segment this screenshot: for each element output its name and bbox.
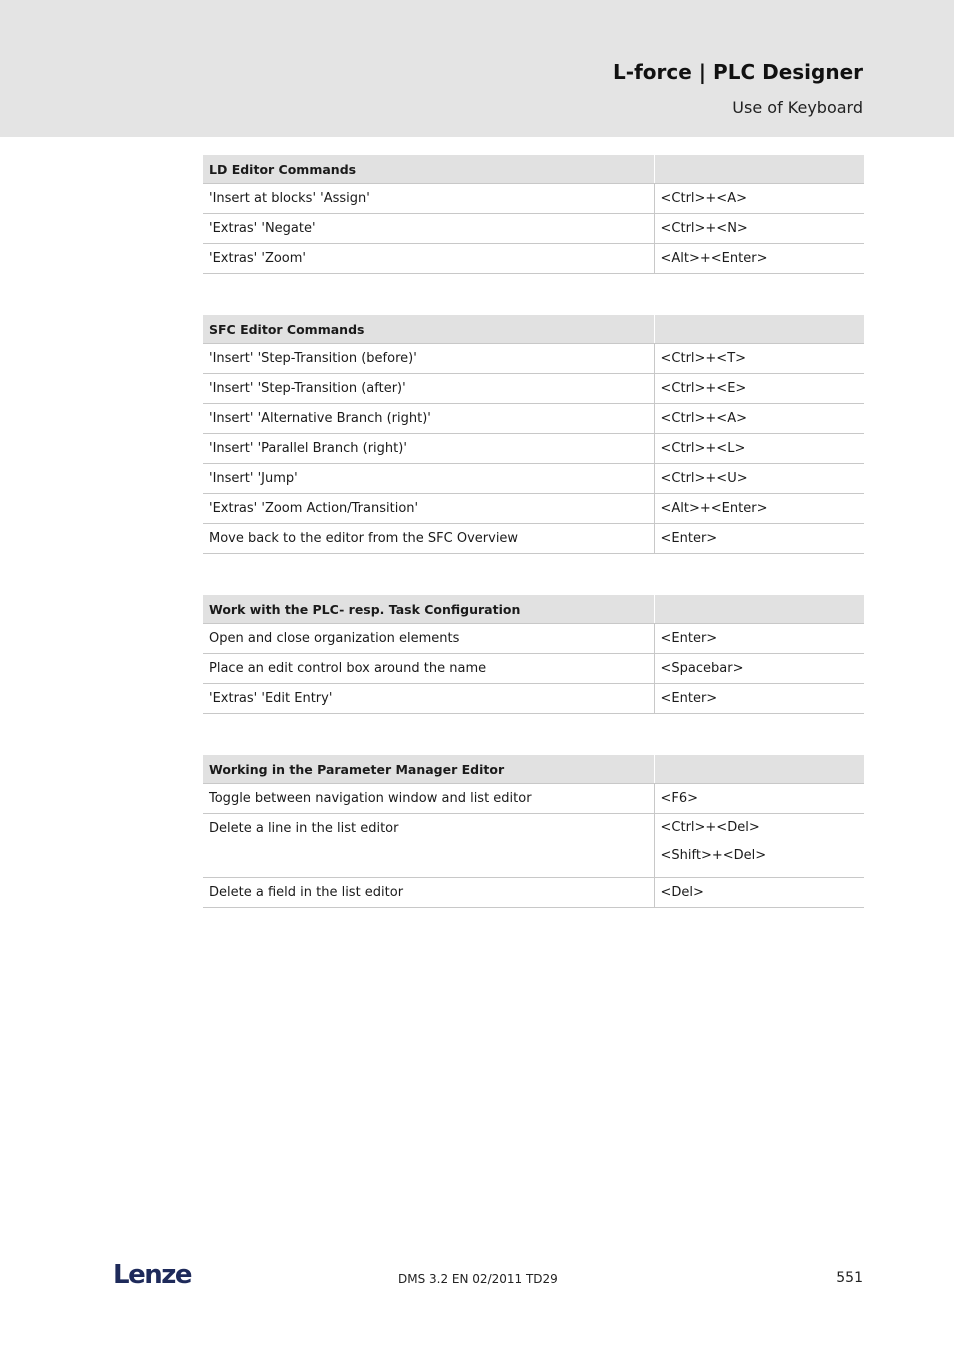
table-row — [203, 524, 864, 554]
shortcut-cell — [654, 814, 864, 878]
table-heading: Working in the Parameter Manager Editor — [203, 755, 654, 784]
command-cell: 'Extras' 'Zoom Action/Transition' — [203, 494, 654, 524]
page-header — [0, 0, 954, 137]
shortcut-cell: <Spacebar> — [654, 654, 864, 684]
table-row — [203, 374, 864, 404]
command-cell: 'Insert' 'Step-Transition (after)' — [203, 374, 654, 404]
table-heading-empty — [654, 755, 864, 784]
command-cell: 'Insert at blocks' 'Assign' — [203, 184, 654, 214]
table-header-row — [203, 315, 864, 344]
table-row — [203, 494, 864, 524]
shortcut-cell: <Ctrl>+<E> — [654, 374, 864, 404]
shortcut-cell: <Ctrl>+<T> — [654, 344, 864, 374]
table-row — [203, 404, 864, 434]
command-cell: 'Extras' 'Edit Entry' — [203, 684, 654, 714]
document-title: L-force | PLC Designer — [613, 60, 863, 84]
command-cell: Delete a line in the list editor — [203, 814, 654, 878]
shortcut-table — [203, 155, 864, 274]
table-heading-empty — [654, 315, 864, 344]
table-header-row — [203, 595, 864, 624]
shortcut-cell: <F6> — [654, 784, 864, 814]
shortcut-cell: <Ctrl>+<U> — [654, 464, 864, 494]
table-row — [203, 464, 864, 494]
table-row — [203, 654, 864, 684]
shortcut-cell: <Ctrl>+<L> — [654, 434, 864, 464]
table-row — [203, 244, 864, 274]
command-cell: 'Extras' 'Zoom' — [203, 244, 654, 274]
page-number: 551 — [836, 1270, 863, 1286]
table-row — [203, 344, 864, 374]
table-heading-empty — [654, 595, 864, 624]
command-cell: 'Insert' 'Jump' — [203, 464, 654, 494]
table-row — [203, 434, 864, 464]
shortcut-cell: <Alt>+<Enter> — [654, 244, 864, 274]
shortcut-cell: <Ctrl>+<A> — [654, 404, 864, 434]
shortcut-cell: <Alt>+<Enter> — [654, 494, 864, 524]
shortcut-cell: <Del> — [654, 878, 864, 908]
table-heading: LD Editor Commands — [203, 155, 654, 184]
table-header-row — [203, 755, 864, 784]
command-cell: Toggle between navigation window and list editor — [203, 784, 654, 814]
command-cell: Delete a field in the list editor — [203, 878, 654, 908]
command-cell: Place an edit control box around the name — [203, 654, 654, 684]
command-cell: Open and close organization elements — [203, 624, 654, 654]
shortcut-cell: <Enter> — [654, 684, 864, 714]
table-heading-empty — [654, 155, 864, 184]
table-row — [203, 814, 864, 878]
document-reference: DMS 3.2 EN 02/2011 TD29 — [398, 1272, 558, 1286]
table-heading: Work with the PLC- resp. Task Configuration — [203, 595, 654, 624]
command-cell: 'Insert' 'Step-Transition (before)' — [203, 344, 654, 374]
shortcut-cell: <Enter> — [654, 624, 864, 654]
table-row — [203, 784, 864, 814]
table-row — [203, 214, 864, 244]
keyboard-tables — [203, 155, 864, 949]
table-row — [203, 184, 864, 214]
shortcut-key: <Shift>+<Del> — [660, 848, 767, 863]
shortcut-table — [203, 315, 864, 554]
table-row — [203, 878, 864, 908]
table-row — [203, 624, 864, 654]
shortcut-table — [203, 755, 864, 908]
command-cell: 'Insert' 'Parallel Branch (right)' — [203, 434, 654, 464]
shortcut-cell: <Enter> — [654, 524, 864, 554]
command-cell: 'Insert' 'Alternative Branch (right)' — [203, 404, 654, 434]
shortcut-key: <Ctrl>+<Del> — [660, 820, 760, 835]
table-row — [203, 684, 864, 714]
lenze-logo: Lenze — [113, 1260, 191, 1290]
shortcut-table — [203, 595, 864, 714]
table-heading: SFC Editor Commands — [203, 315, 654, 344]
table-header-row — [203, 155, 864, 184]
command-cell: 'Extras' 'Negate' — [203, 214, 654, 244]
shortcut-cell: <Ctrl>+<A> — [654, 184, 864, 214]
command-cell: Move back to the editor from the SFC Overview — [203, 524, 654, 554]
section-subtitle: Use of Keyboard — [732, 98, 863, 117]
shortcut-cell: <Ctrl>+<N> — [654, 214, 864, 244]
